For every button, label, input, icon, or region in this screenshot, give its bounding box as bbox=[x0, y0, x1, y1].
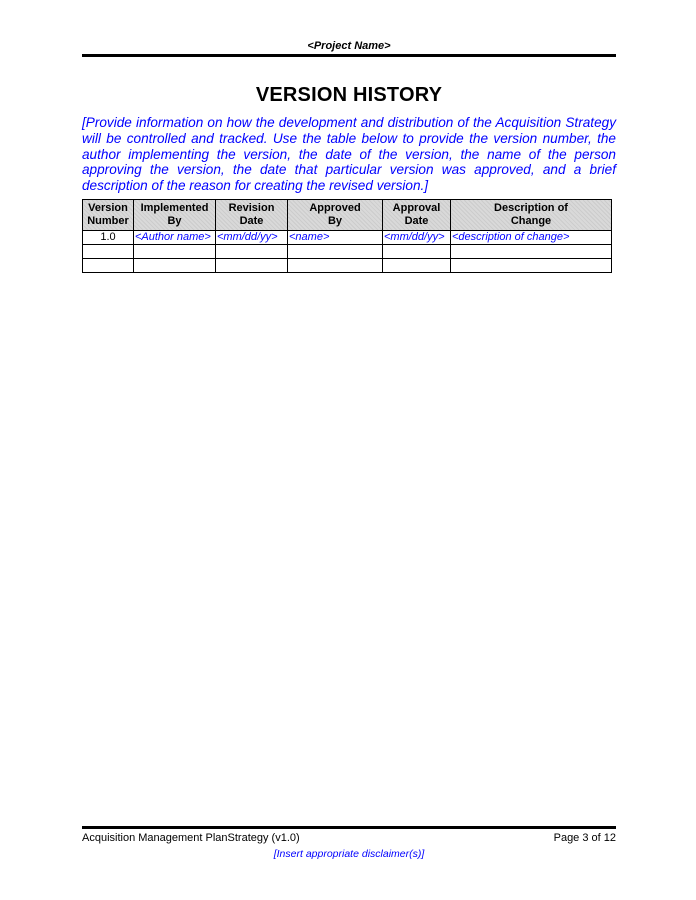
header-approved-by bbox=[288, 200, 383, 231]
header-project-name: <Project Name> bbox=[307, 40, 391, 52]
cell-implemented-by: <Author name> bbox=[134, 231, 216, 245]
footer-disclaimer: [Insert appropriate disclaimer(s)] bbox=[273, 848, 425, 860]
cell-approval-date bbox=[383, 245, 451, 259]
cell-implemented-by bbox=[134, 245, 216, 259]
header-description-line1: Description of bbox=[494, 202, 568, 214]
header-approval-date bbox=[383, 200, 451, 231]
cell-approval-date bbox=[383, 259, 451, 273]
cell-revision-date: <mm/dd/yy> bbox=[216, 231, 288, 245]
header-implemented-by-line2: By bbox=[167, 215, 182, 227]
cell-revision-date bbox=[216, 259, 288, 273]
header-approval-date-line2: Date bbox=[404, 215, 429, 227]
table-row bbox=[83, 231, 612, 245]
table-header-row bbox=[83, 200, 612, 231]
page-title: VERSION HISTORY bbox=[255, 84, 443, 106]
header-version-number bbox=[83, 200, 134, 231]
header-approval-date-line1: Approval bbox=[392, 202, 441, 214]
header-revision-date bbox=[216, 200, 288, 231]
header-implemented-by bbox=[134, 200, 216, 231]
table-row bbox=[83, 245, 612, 259]
header-approved-by-line1: Approved bbox=[309, 202, 361, 214]
cell-description-of-change bbox=[451, 245, 612, 259]
cell-approved-by: <name> bbox=[288, 231, 383, 245]
header-version-number-line1: Version bbox=[88, 202, 128, 214]
header-revision-date-line2: Date bbox=[239, 215, 264, 227]
header-revision-date-line1: Revision bbox=[228, 202, 275, 214]
version-history-table bbox=[82, 199, 612, 273]
header-implemented-by-line1: Implemented bbox=[140, 202, 209, 214]
cell-version-number: 1.0 bbox=[83, 231, 134, 245]
cell-version-number bbox=[83, 259, 134, 273]
cell-description-of-change bbox=[451, 259, 612, 273]
cell-description-of-change: <description of change> bbox=[451, 231, 612, 245]
header-description-line2: Change bbox=[510, 215, 552, 227]
footer-document-name: Acquisition Management PlanStrategy (v1.0) bbox=[82, 832, 300, 844]
cell-revision-date bbox=[216, 245, 288, 259]
header-description-of-change bbox=[451, 200, 612, 231]
header-divider bbox=[82, 54, 616, 57]
instructions-paragraph: [Provide information on how the development and distribution of the Acquisition Strategy will be controlled and tracked. Use the table below to provide the version number, the author implementing the version, the date of the version, the name of the person approving the version, the date that particular version was approved, and a brief description of the reason for creating the revised version.] bbox=[82, 115, 616, 194]
footer-page-number: Page 3 of 12 bbox=[553, 832, 616, 844]
cell-approved-by bbox=[288, 245, 383, 259]
header-approved-by-line2: By bbox=[327, 215, 343, 227]
footer-divider bbox=[82, 826, 616, 829]
cell-implemented-by bbox=[134, 259, 216, 273]
header-version-number-line2: Number bbox=[87, 215, 129, 227]
cell-approved-by bbox=[288, 259, 383, 273]
table-row bbox=[83, 259, 612, 273]
cell-version-number bbox=[83, 245, 134, 259]
cell-approval-date: <mm/dd/yy> bbox=[383, 231, 451, 245]
